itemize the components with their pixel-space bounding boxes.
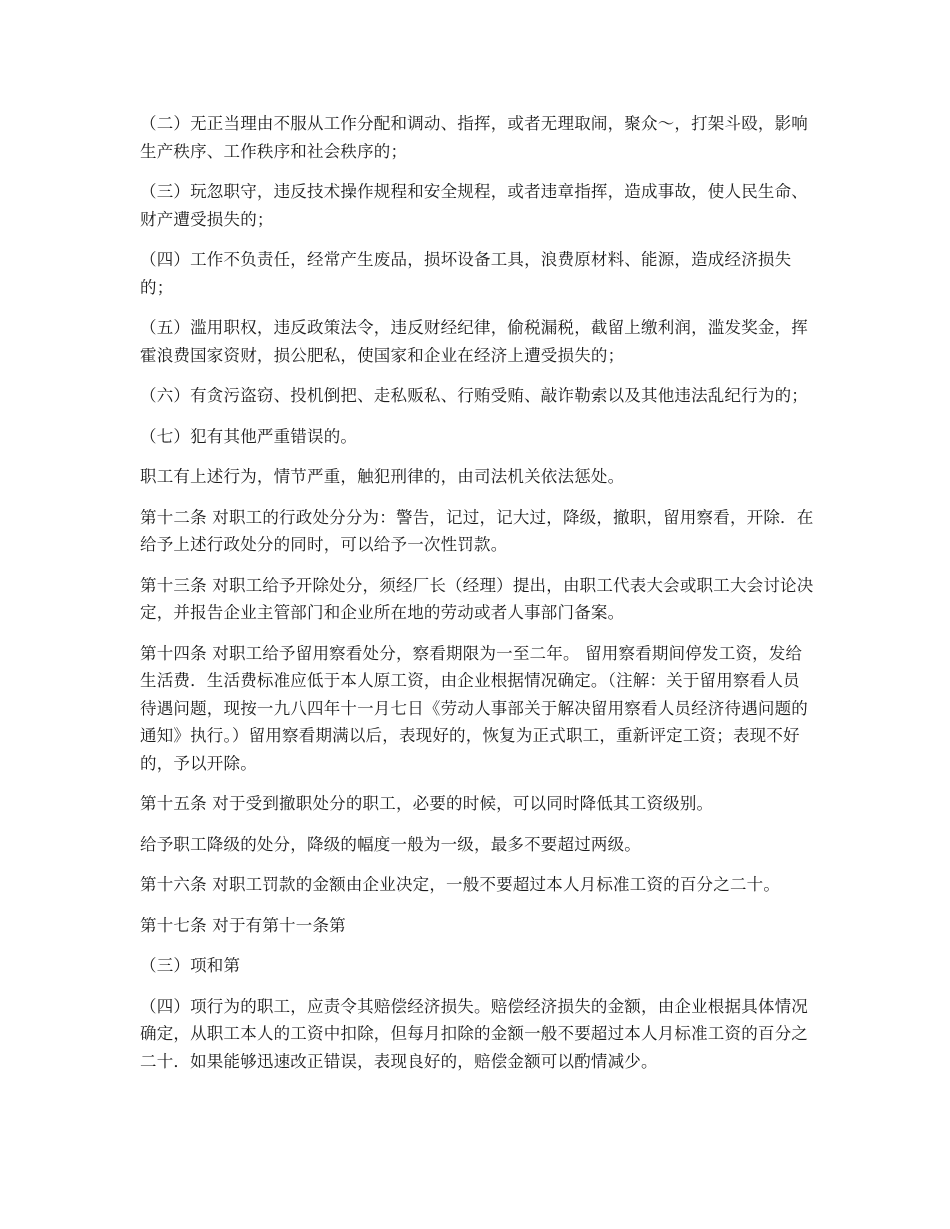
paragraph-item-3: （三）玩忽职守，违反技术操作规程和安全规程，或者违章指挥，造成事故，使人民生命、财产遭受损失的； [140,182,808,229]
article-16: 第十六条 对职工罚款的金额由企业决定，一般不要超过本人月标准工资的百分之二十。 [140,875,781,894]
paragraph-item-5: （五）滥用职权，违反政策法令，违反财经纪律，偷税漏税，截留上缴利润，滥发奖金，挥霍浪费国家资财，损公肥私，使国家和企业在经济上遭受损失的； [140,318,808,365]
article-15-demotion-note: 给予职工降级的处分，降级的幅度一般为一级，最多不要超过两级。 [140,834,641,854]
article-12: 第十二条 对职工的行政处分分为：警告，记过，记大过，降级，撤职，留用察看，开除．在给予上述行政处分的同时，可以给予一次性罚款。 [140,507,814,554]
article-13: 第十三条 对职工给予开除处分，须经厂长（经理）提出，由职工代表大会或职工大会讨论决定，并报告企业主管部门和企业所在地的劳动或者人事部门备案。 [140,575,814,622]
paragraph-item-2: （二）无正当理由不服从工作分配和调动、指挥，或者无理取闹，聚众～，打架斗殴，影响生产秩序、工作秩序和社会秩序的； [140,114,808,161]
article-14: 第十四条 对职工给予留用察看处分，察看期限为一至二年。 留用察看期间停发工资，发给生活费．生活费标准应低于本人原工资，由企业根据情况确定。（注解：关于留用察看人员待遇问题，现按一九八四年十一月七日《劳动人事部关于解决留用察看人员经济待遇问题的通知》执行。）留用察看期满以后，表现好的，恢复为正式职工，重新评定工资；表现不好的，予以开除。 [140,643,808,773]
paragraph-item-7: （七）犯有其他严重错误的。 [140,426,358,446]
article-17-item-4: （四）项行为的职工，应责令其赔偿经济损失。赔偿经济损失的金额，由企业根据具体情况确定，从职工本人的工资中扣除，但每月扣除的金额一般不要超过本人月标准工资的百分之二十．如果能够迅速改正错误，表现良好的，赔偿金额可以酌情减少。 [140,996,808,1071]
paragraph-criminal-note: 职工有上述行为，情节严重，触犯刑律的，由司法机关依法惩处。 [140,467,625,486]
document-body [140,110,815,1088]
paragraph-item-6: （六）有贪污盗窃、投机倒把、走私贩私、行贿受贿、敲诈勒索以及其他违法乱纪行为的； [140,386,808,405]
article-17: 第十七条 对于有第十一条第 [140,915,346,935]
paragraph-item-4: （四）工作不负责任，经常产生废品，损坏设备工具，浪费原材料、能源，造成经济损失的； [140,250,792,297]
article-17-item-3: （三）项和第 [140,956,241,975]
article-15: 第十五条 对于受到撤职处分的职工，必要的时候，可以同时降低其工资级别。 [140,794,714,813]
